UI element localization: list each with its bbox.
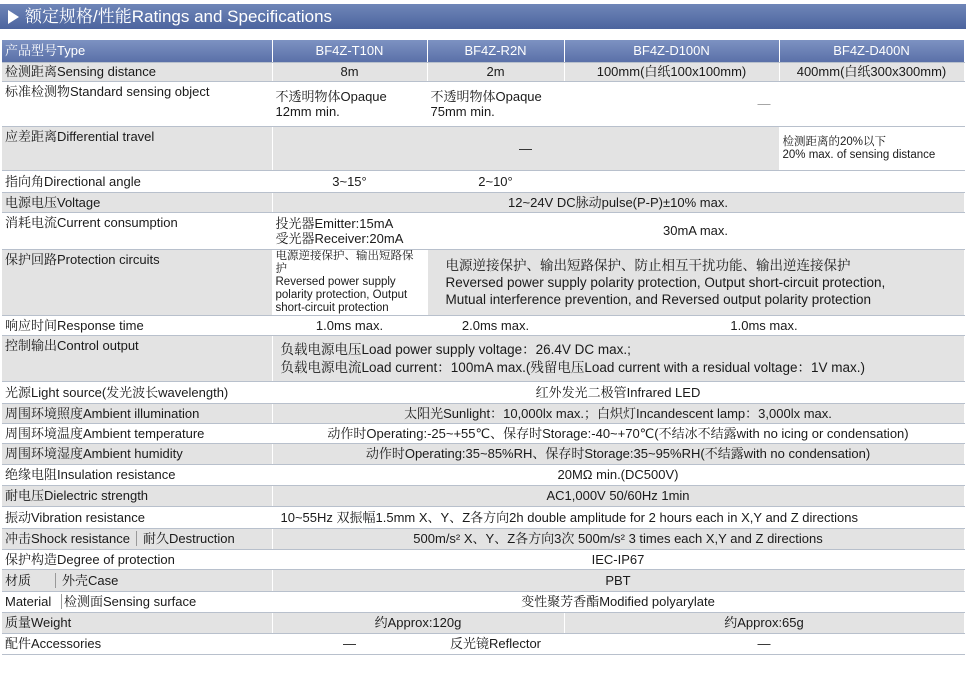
cell-value: 20MΩ min.(DC500V) bbox=[272, 465, 964, 486]
table-row bbox=[2, 592, 964, 613]
cell-value bbox=[564, 82, 964, 127]
row-label-protection: 保护回路Protection circuits bbox=[2, 250, 272, 316]
cell-line: 负载电源电压Load power supply voltage：26.4V DC max.; bbox=[280, 341, 631, 357]
cell-value: 变性聚芳香酯Modified polyarylate bbox=[272, 592, 964, 613]
row-label-light-source: 光源Light source(发光波长wavelength) bbox=[2, 382, 272, 404]
table-row bbox=[2, 336, 964, 382]
cell-value: AC1,000V 50/60Hz 1min bbox=[272, 486, 964, 507]
row-label-humidity: 周围环境湿度Ambient humidity bbox=[2, 444, 272, 465]
cell-line: 电源逆接保护、输出短路保护 bbox=[275, 250, 414, 275]
cell-value: 3~15° bbox=[272, 171, 427, 193]
row-label-illumination: 周围环境照度Ambient illumination bbox=[2, 404, 272, 424]
column-model-t10n: BF4Z-T10N bbox=[272, 40, 427, 63]
cell-value bbox=[427, 82, 564, 127]
material-label-cn: 材质 bbox=[5, 572, 32, 588]
row-label-standard-object: 标准检测物Standard sensing object bbox=[2, 82, 272, 127]
cell-value: 400mm(白纸300x300mm) bbox=[779, 63, 964, 82]
table-row bbox=[2, 193, 964, 213]
cell-value: 30mA max. bbox=[427, 213, 964, 250]
cell-line: polarity protection, Output bbox=[275, 289, 408, 301]
cell-value: 动作时Operating:-25~+55℃、保存时Storage:-40~+70℃(不结冰不结露with no icing or condensation) bbox=[272, 424, 964, 444]
cell-line: 受光器Receiver:20mA bbox=[275, 231, 404, 246]
table-row bbox=[2, 570, 964, 592]
cell-value: 1.0ms max. bbox=[272, 316, 427, 336]
table-row bbox=[2, 127, 964, 171]
table-row bbox=[2, 382, 964, 404]
cell-value: 2m bbox=[427, 63, 564, 82]
table-row bbox=[2, 63, 964, 82]
table-row bbox=[2, 486, 964, 507]
table-row bbox=[2, 634, 964, 655]
cell-line: 投光器Emitter:15mA bbox=[275, 216, 394, 231]
row-label-surface bbox=[2, 592, 272, 613]
cell-line: Reversed power supply bbox=[275, 276, 396, 288]
cell-value: 12~24V DC脉动pulse(P-P)±10% max. bbox=[272, 193, 964, 213]
cell-line: 75mm min. bbox=[430, 104, 495, 119]
material-label-en: Material bbox=[5, 594, 52, 609]
cell-value bbox=[272, 250, 427, 316]
table-row bbox=[2, 171, 964, 193]
sensing-surface-label: 检测面Sensing surface bbox=[61, 594, 196, 609]
section-header bbox=[0, 0, 966, 31]
destruction-label: 耐久Destruction bbox=[136, 531, 235, 546]
cell-value: — bbox=[564, 634, 964, 655]
table-row bbox=[2, 507, 964, 529]
cell-value: 红外发光二极管Infrared LED bbox=[272, 382, 964, 404]
cell-empty bbox=[779, 171, 964, 193]
row-label-directional-angle: 指向角Directional angle bbox=[2, 171, 272, 193]
cell-value: 太阳光Sunlight：10,000lx max.；白炽灯Incandescent lamp：3,000lx max. bbox=[272, 404, 964, 424]
cell-line: 不透明物体Opaque bbox=[430, 89, 542, 104]
row-label-vibration: 振动Vibration resistance bbox=[2, 507, 272, 529]
section-title-bar bbox=[0, 4, 966, 29]
row-label-dielectric: 耐电压Dielectric strength bbox=[2, 486, 272, 507]
cell-value: 约Approx:65g bbox=[564, 613, 964, 634]
row-label-sensing-distance: 检测距离Sensing distance bbox=[2, 63, 272, 82]
table-row bbox=[2, 529, 964, 550]
cell-line: 20% max. of sensing distance bbox=[782, 148, 936, 161]
table-header-row bbox=[2, 40, 964, 63]
row-label-differential-travel: 应差距离Differential travel bbox=[2, 127, 272, 171]
cell-value bbox=[272, 213, 427, 250]
cell-value: — bbox=[272, 634, 427, 655]
cell-value: PBT bbox=[272, 570, 964, 592]
row-label-temperature: 周围环境温度Ambient temperature bbox=[2, 424, 272, 444]
cell-line: short-circuit protection bbox=[275, 302, 389, 314]
row-label-shock bbox=[2, 529, 272, 550]
case-label: 外壳Case bbox=[55, 573, 118, 588]
cell-line: 12mm min. bbox=[275, 104, 340, 119]
cell-value: 动作时Operating:35~85%RH、保存时Storage:35~95%RH(不结露with no condensation) bbox=[272, 444, 964, 465]
cell-value bbox=[427, 250, 964, 316]
cell-value: 1.0ms max. bbox=[564, 316, 964, 336]
table-row bbox=[2, 424, 964, 444]
cell-empty bbox=[564, 171, 779, 193]
cell-value: 2~10° bbox=[427, 171, 564, 193]
cell-value: 10~55Hz 双振幅1.5mm X、Y、Z各方向2h double amplitude for 2 hours each in X,Y and Z directions bbox=[272, 507, 964, 529]
cell-line: Mutual interference prevention, and Reversed output polarity protection bbox=[445, 292, 872, 307]
table-row bbox=[2, 613, 964, 634]
specifications-table bbox=[2, 40, 965, 655]
row-label-accessories: 配件Accessories bbox=[2, 634, 272, 655]
row-label-voltage: 电源电压Voltage bbox=[2, 193, 272, 213]
section-title: 额定规格/性能Ratings and Specifications bbox=[25, 7, 333, 26]
cell-value: — bbox=[272, 127, 779, 171]
cell-value: IEC-IP67 bbox=[272, 550, 964, 570]
row-label-response: 响应时间Response time bbox=[2, 316, 272, 336]
cell-line: Reversed power supply polarity protection, Output short-circuit protection, bbox=[445, 275, 886, 290]
cell-line: 负载电源电流Load current：100mA max.(残留电压Load current with a residual voltage：1V max.) bbox=[280, 359, 865, 375]
table-row bbox=[2, 444, 964, 465]
cell-value: 100mm(白纸100x100mm) bbox=[564, 63, 779, 82]
cell-value: 8m bbox=[272, 63, 427, 82]
table-row bbox=[2, 550, 964, 570]
shock-label: 冲击Shock resistance bbox=[5, 531, 130, 546]
column-type-label: 产品型号Type bbox=[2, 40, 272, 63]
table-row bbox=[2, 82, 964, 127]
cell-value: 2.0ms max. bbox=[427, 316, 564, 336]
table-row bbox=[2, 316, 964, 336]
empty-dash: — bbox=[757, 96, 771, 111]
column-model-d400n: BF4Z-D400N bbox=[779, 40, 964, 63]
row-label-insulation: 绝缘电阻Insulation resistance bbox=[2, 465, 272, 486]
row-label-protection-degree: 保护构造Degree of protection bbox=[2, 550, 272, 570]
cell-value: 500m/s² X、Y、Z各方向3次 500m/s² 3 times each X,Y and Z directions bbox=[272, 529, 964, 550]
row-label-case bbox=[2, 570, 272, 592]
table-row bbox=[2, 465, 964, 486]
row-label-weight: 质量Weight bbox=[2, 613, 272, 634]
row-label-current: 消耗电流Current consumption bbox=[2, 213, 272, 250]
cell-line: 检测距离的20%以下 bbox=[782, 135, 887, 148]
cell-value bbox=[272, 82, 427, 127]
table-row bbox=[2, 213, 964, 250]
cell-value: 反光镜Reflector bbox=[427, 634, 564, 655]
column-model-d100n: BF4Z-D100N bbox=[564, 40, 779, 63]
cell-value: 约Approx:120g bbox=[272, 613, 564, 634]
cell-line: 不透明物体Opaque bbox=[275, 89, 387, 104]
column-model-r2n: BF4Z-R2N bbox=[427, 40, 564, 63]
table-row bbox=[2, 404, 964, 424]
cell-value bbox=[272, 336, 964, 382]
cell-value bbox=[779, 127, 964, 171]
play-arrow-icon bbox=[8, 10, 19, 24]
table-row bbox=[2, 250, 964, 316]
cell-line: 电源逆接保护、输出短路保护、防止相互干扰功能、输出逆连接保护 bbox=[445, 258, 851, 273]
row-label-control: 控制输出Control output bbox=[2, 336, 272, 382]
